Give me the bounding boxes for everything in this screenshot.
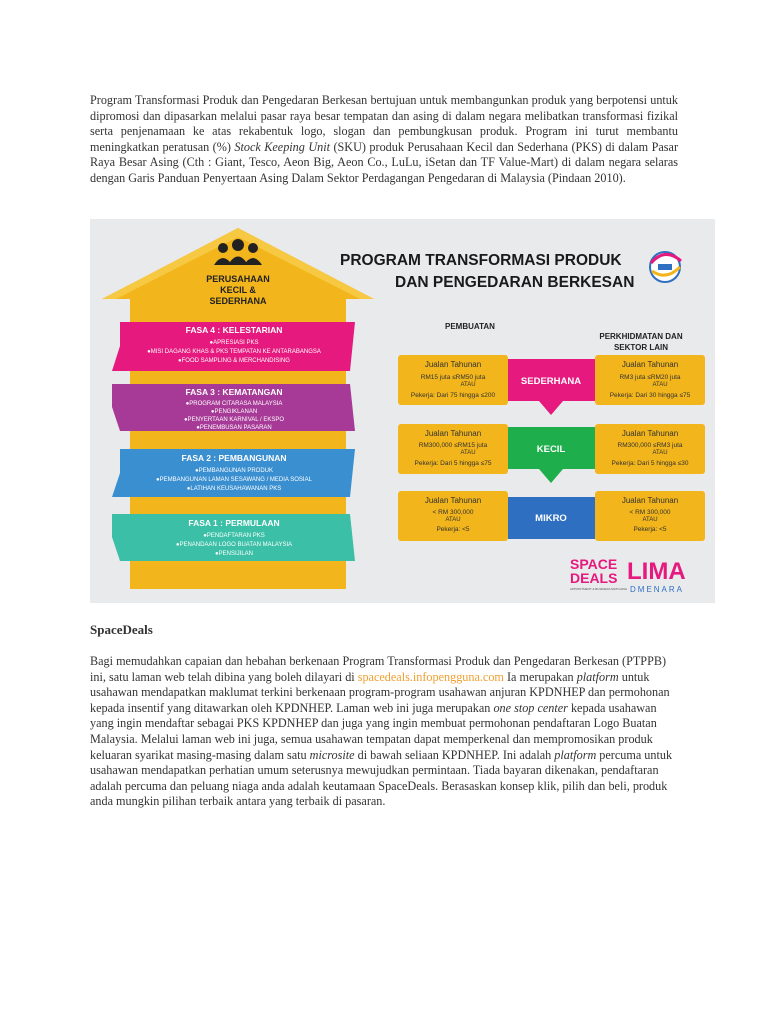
svg-text:ATAU: ATAU [445,517,461,523]
svg-text:RM15 juta ≤RM50 juta: RM15 juta ≤RM50 juta [420,374,486,381]
dmenara-logo: DMENARA [630,585,685,594]
svg-text:ATAU: ATAU [460,450,476,456]
tier-kecil [398,424,705,483]
svg-text:Jualan Tahunan: Jualan Tahunan [621,429,679,438]
svg-text:●PROGRAM CITARASA MALAYSIA: ●PROGRAM CITARASA MALAYSIA [185,401,283,407]
spacedeals-logo-deals: DEALS [570,570,618,586]
svg-text:Jualan Tahunan: Jualan Tahunan [621,360,679,369]
svg-text:ATAU: ATAU [642,517,658,523]
svg-text:Pekerja: <5: Pekerja: <5 [633,526,667,533]
p2-text-c: untuk usahawan mendapatkan maklumat terkini berkenaan program-program usahawan anjuran KPDNHEP dan permohonan kepada insentif yang ditawarkan oleh KPDNHEP. Laman web ini juga merupakan [90,669,670,715]
svg-text:●APRESIASI PKS: ●APRESIASI PKS [209,340,259,346]
lima-logo: LIMA [627,558,686,585]
svg-text:< RM 300,000: < RM 300,000 [629,509,671,516]
svg-text:RM300,000 ≤RM3 juta: RM300,000 ≤RM3 juta [617,442,683,449]
infographic-title-line1: PROGRAM TRANSFORMASI PRODUK [340,252,622,269]
svg-text:RM300,000 ≤RM15 juta: RM300,000 ≤RM15 juta [418,442,488,449]
infographic [90,219,715,603]
infographic-title-line2: DAN PENGEDARAN BERKESAN [395,274,635,291]
arrow-label-line3: SEDERHANA [209,296,267,306]
arrow-label-line2: KECIL & [220,285,256,295]
p2-text-a: Bagi memudahkan capaian dan hebahan berkenaan Program Transformasi Produk dan Pengedaran Berkesan (PTPPB) ini, satu laman web telah dibina yang boleh dilayari di [90,654,667,684]
phase-2-ribbon [112,449,355,497]
p2-text-b: Ia merupakan [506,669,574,684]
spacedeals-link[interactable]: spacedeals.infopengguna.com [357,669,504,684]
svg-text:●LATIHAN KEUSAHAWANAN PKS: ●LATIHAN KEUSAHAWANAN PKS [186,486,282,492]
agency-logo-icon [650,252,681,282]
intro-text-2: Program ini turut membantu meningkatkan peratusan (%) [90,124,678,154]
svg-text:●MISI DAGANG KHAS & PKS TEMPAT: ●MISI DAGANG KHAS & PKS TEMPATAN KE ANTARABANGSA [147,349,321,355]
spacedeals-tagline: APPOINTMENT & BUSINESS MATCHING [570,587,628,591]
svg-text:SEDERHANA: SEDERHANA [520,376,582,387]
phase-4-ribbon [112,322,355,371]
svg-text:Jualan Tahunan: Jualan Tahunan [621,496,679,505]
col-header-perkhidmatan-2: SEKTOR LAIN [613,343,669,352]
sku-term: Stock Keeping Unit [234,139,330,154]
p2-text-d: kepada usahawan yang ingin mendaftar sebagai PKS KPDNHEP dan juga yang ingin membuat permohonan pendaftaran Logo Buatan Malaysia. Melalui laman web ini juga, semua usahawan tempatan dapat memperkenal dan mempromosikan produk keluaran syarikat masing-masing dalam satu [90,700,657,762]
svg-text:< RM 300,000: < RM 300,000 [432,509,474,516]
intro-text-3: (SKU) produk Perusahaan Kecil dan Sederhana (PKS) di dalam Pasar Raya Besar Asing (Cth : Giant, Tesco, Aeon Big, Aeon Co., LuLu, iSetan dan TF Value-Mart) di dalam negara selaras dengan Garis Panduan Penyertaan Asing Dalam Sektor Perdagangan Pengedaran di Malaysia (Pindaan 2010). [90,139,679,185]
svg-text:Pekerja: <5: Pekerja: <5 [436,526,470,533]
svg-text:●FOOD SAMPLING & MERCHANDISING: ●FOOD SAMPLING & MERCHANDISING [178,358,290,364]
col-header-perkhidmatan-1: PERKHIDMATAN DAN [599,332,683,341]
intro-text-1: Program Transformasi Produk dan Pengedaran Berkesan bertujuan untuk membangunkan produk yang berpotensi untuk dipromosi dan dipasarkan melalui pasar raya besar tempatan dan asing di dalam negara melibatkan transformasi fizikal serta penjenamaan ke atas rekabentuk logo, slogan dan pembungkusan produk. [90,93,678,139]
tier-sederhana [398,355,705,415]
svg-text:FASA 1 : PERMULAAN: FASA 1 : PERMULAAN [188,518,280,528]
svg-text:ATAU: ATAU [652,382,668,388]
svg-text:Jualan Tahunan: Jualan Tahunan [424,360,482,369]
svg-text:KECIL: KECIL [536,444,566,455]
svg-text:●PENDAFTARAN PKS: ●PENDAFTARAN PKS [203,533,265,539]
tier-mikro [398,491,705,541]
svg-text:RM3 juta ≤RM20 juta: RM3 juta ≤RM20 juta [619,374,681,381]
svg-text:●PEMBANGUNAN PRODUK: ●PEMBANGUNAN PRODUK [195,468,273,474]
svg-text:●PENSIJILAN: ●PENSIJILAN [215,551,253,557]
arrow-label-line1: PERUSAHAAN [206,274,270,284]
col-header-pembuatan: PEMBUATAN [445,322,495,331]
svg-text:ATAU: ATAU [460,382,476,388]
section-heading: SpaceDeals [90,622,153,637]
svg-text:Pekerja: Dari 75 hingga ≤200: Pekerja: Dari 75 hingga ≤200 [410,392,496,399]
svg-text:FASA 4 : KELESTARIAN: FASA 4 : KELESTARIAN [185,325,283,335]
svg-text:MIKRO: MIKRO [535,513,567,524]
one-stop-term: one stop center [493,700,568,715]
svg-text:Pekerja: Dari 5 hingga ≤75: Pekerja: Dari 5 hingga ≤75 [414,460,492,467]
svg-text:●PENEMBUSAN PASARAN: ●PENEMBUSAN PASARAN [196,425,272,431]
svg-text:Jualan Tahunan: Jualan Tahunan [424,429,482,438]
svg-text:Jualan Tahunan: Jualan Tahunan [424,496,482,505]
platform-term-2: platform [554,747,597,762]
platform-term-1: platform [576,669,619,684]
svg-text:FASA 3 : KEMATANGAN: FASA 3 : KEMATANGAN [185,387,283,397]
svg-text:●PEMBANGUNAN LAMAN SESAWANG /: ●PEMBANGUNAN LAMAN SESAWANG / MEDIA SOSIAL [156,477,312,483]
phase-1-ribbon [112,514,355,561]
phase-3-ribbon [112,384,355,431]
infographic-svg [90,219,715,603]
intro-paragraph [90,93,678,187]
svg-text:●PENGIKLANAN: ●PENGIKLANAN [210,409,258,415]
svg-text:●PENANDAAN LOGO BUATAN MALAYSI: ●PENANDAAN LOGO BUATAN MALAYSIA [175,542,293,548]
svg-text:Pekerja: Dari 5 hingga ≤30: Pekerja: Dari 5 hingga ≤30 [611,460,689,467]
svg-text:Pekerja: Dari 30 hingga ≤75: Pekerja: Dari 30 hingga ≤75 [609,392,691,399]
p2-text-e: di bawah seliaan KPDNHEP. Ini adalah [357,747,552,762]
spacedeals-logo-space: SPACE [570,556,618,572]
svg-text:ATAU: ATAU [652,450,668,456]
p2-text-f: percuma untuk usahawan mendapatkan perhatian umum seterusnya mewujudkan permintaan. Tiada bayaran dikenakan, pendaftaran adalah percuma dan peluang niaga anda adalah keutamaan SpaceDeals. Berasaskan konsep klik, pilih dan beli, produk anda mungkin pilihan terbaik antara yang terbaik di pasaran. [90,747,673,809]
svg-text:●PENYERTAAN KARNIVAL / EKSPO: ●PENYERTAAN KARNIVAL / EKSPO [183,417,285,423]
microsite-term: microsite [309,747,355,762]
spacedeals-paragraph [90,654,678,810]
svg-text:FASA 2 : PEMBANGUNAN: FASA 2 : PEMBANGUNAN [181,453,287,463]
